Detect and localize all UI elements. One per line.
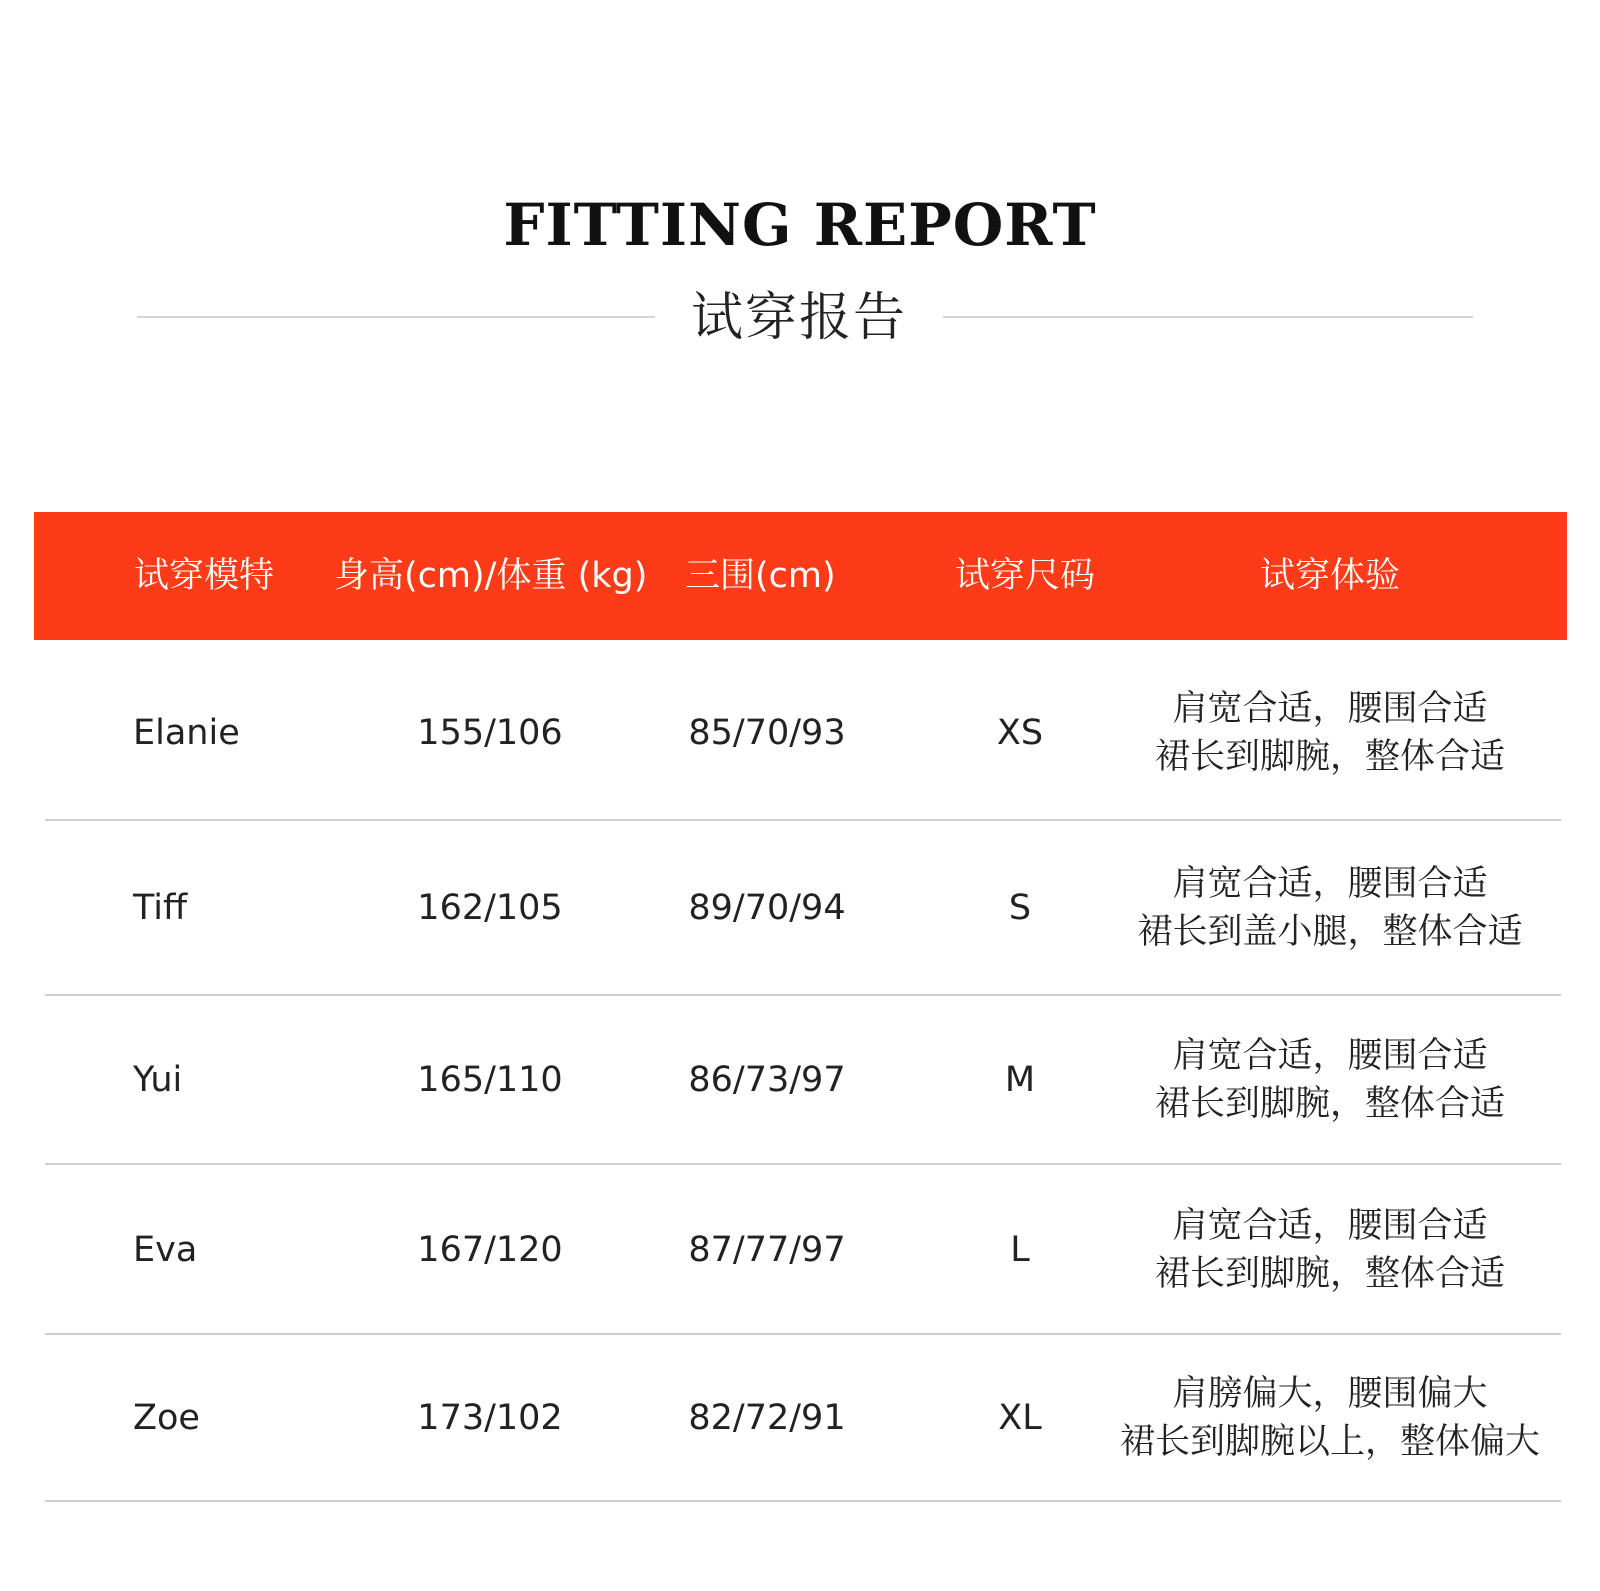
cell-measurements: 86/73/97 — [688, 1060, 846, 1100]
cell-size: M — [1004, 1060, 1036, 1100]
cell-measurements: 82/72/91 — [688, 1398, 846, 1438]
cell-experience — [1100, 996, 1560, 1164]
cell-height-weight: 173/102 — [417, 1398, 563, 1438]
experience-line: 裙长到脚腕以上，整体偏大 — [1119, 1422, 1540, 1462]
row-divider — [45, 1500, 1561, 1502]
cell-measurements: 87/77/97 — [688, 1229, 846, 1270]
cell-height-weight: 165/110 — [417, 1060, 563, 1100]
header-measurements: 三围(cm) — [685, 556, 836, 596]
cell-measurements: 89/70/94 — [688, 888, 846, 928]
cell-model: Zoe — [133, 1398, 200, 1438]
cell-size: L — [1010, 1229, 1030, 1270]
header-experience: 试穿体验 — [1260, 556, 1401, 596]
cell-height-weight: 155/106 — [417, 712, 563, 753]
experience-line: 裙长到脚腕，整体合适 — [1154, 1253, 1505, 1294]
table-row — [0, 645, 1600, 820]
experience-line: 裙长到盖小腿，整体合适 — [1137, 912, 1523, 952]
experience-line: 裙长到脚腕，整体合适 — [1154, 736, 1505, 777]
header-height-weight: 身高(cm)/体重 (kg) — [334, 556, 648, 596]
experience-line: 裙长到脚腕，整体合适 — [1154, 1084, 1505, 1124]
table-header — [34, 512, 1567, 640]
cell-experience — [1100, 821, 1560, 995]
cell-size: XS — [996, 712, 1044, 753]
cell-experience — [1100, 645, 1560, 820]
experience-line: 肩宽合适，腰围合适 — [1172, 864, 1488, 904]
experience-line: 肩宽合适，腰围合适 — [1172, 1205, 1488, 1246]
experience-line: 肩宽合适，腰围合适 — [1172, 1036, 1488, 1076]
table-row — [0, 821, 1600, 995]
cell-size: XL — [998, 1398, 1042, 1438]
cell-model: Tiff — [133, 888, 188, 928]
cell-measurements: 85/70/93 — [688, 712, 846, 753]
cell-height-weight: 162/105 — [417, 888, 563, 928]
cell-model: Eva — [133, 1229, 198, 1270]
header-size: 试穿尺码 — [955, 556, 1096, 596]
header-model: 试穿模特 — [134, 556, 275, 596]
title-cn: 试穿报告 — [690, 288, 907, 348]
cell-model: Elanie — [133, 712, 240, 753]
cell-experience — [1100, 1165, 1560, 1334]
table-row — [0, 996, 1600, 1164]
cell-size: S — [1008, 888, 1032, 928]
subtitle-row — [137, 283, 1473, 353]
title-en: FITTING REPORT — [503, 191, 1097, 259]
left-rule — [137, 316, 655, 318]
cell-experience — [1100, 1335, 1560, 1501]
experience-line: 肩膀偏大，腰围偏大 — [1172, 1374, 1488, 1414]
cell-model: Yui — [133, 1060, 183, 1100]
right-rule — [943, 316, 1473, 318]
table-row — [0, 1165, 1600, 1334]
table-row — [0, 1335, 1600, 1501]
cell-height-weight: 167/120 — [417, 1229, 563, 1270]
experience-line: 肩宽合适，腰围合适 — [1172, 688, 1488, 729]
